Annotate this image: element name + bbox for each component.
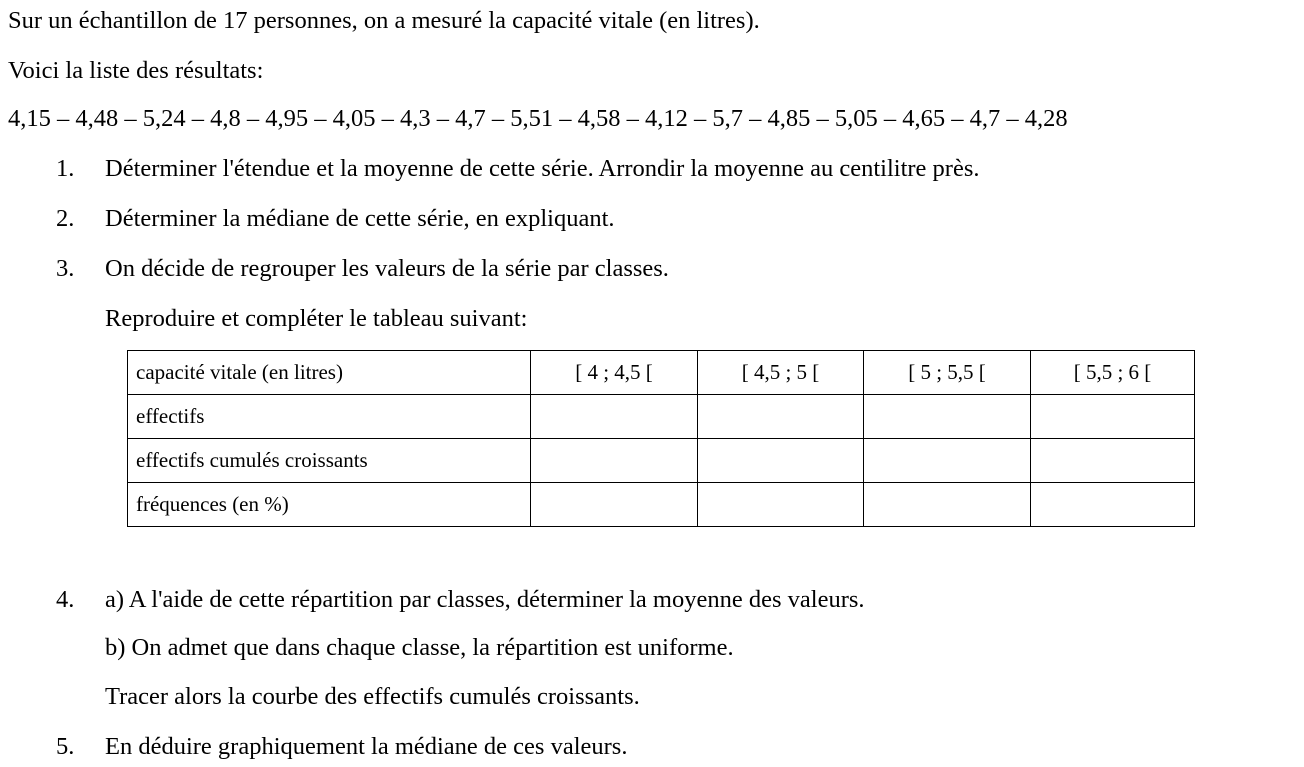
question-3-instruction: Reproduire et compléter le tableau suivant: bbox=[105, 305, 528, 332]
intro-line-1: Sur un échantillon de 17 personnes, on a mesuré la capacité vitale (en litres). bbox=[8, 7, 760, 34]
table-header-row bbox=[128, 351, 1195, 395]
table-row-label: fréquences (en %) bbox=[128, 483, 531, 527]
table-row bbox=[128, 483, 1195, 527]
question-5-text: En déduire graphiquement la médiane de ces valeurs. bbox=[105, 733, 628, 760]
table-header-cell: [ 4,5 ; 5 [ bbox=[698, 351, 864, 395]
table-cell bbox=[698, 395, 864, 439]
table-cell bbox=[864, 395, 1031, 439]
table-header-cell: [ 5 ; 5,5 [ bbox=[864, 351, 1031, 395]
table-row bbox=[128, 395, 1195, 439]
classes-table bbox=[127, 350, 1195, 527]
question-4-number: 4. bbox=[56, 586, 75, 613]
question-4a-text: a) A l'aide de cette répartition par classes, déterminer la moyenne des valeurs. bbox=[105, 586, 865, 613]
question-5-number: 5. bbox=[56, 733, 75, 760]
table-row bbox=[128, 439, 1195, 483]
table-row-label: effectifs cumulés croissants bbox=[128, 439, 531, 483]
table-cell bbox=[531, 395, 698, 439]
question-3-number: 3. bbox=[56, 255, 75, 282]
table-cell bbox=[698, 483, 864, 527]
table-cell bbox=[1031, 483, 1195, 527]
question-4b-instruction: Tracer alors la courbe des effectifs cumulés croissants. bbox=[105, 683, 640, 710]
table-header-cell: capacité vitale (en litres) bbox=[128, 351, 531, 395]
table-row-label: effectifs bbox=[128, 395, 531, 439]
question-3-text: On décide de regrouper les valeurs de la série par classes. bbox=[105, 255, 669, 282]
question-4b-text: b) On admet que dans chaque classe, la répartition est uniforme. bbox=[105, 634, 734, 661]
values-list: 4,15 – 4,48 – 5,24 – 4,8 – 4,95 – 4,05 – 4,3 – 4,7 – 5,51 – 4,58 – 4,12 – 5,7 – 4,85 – 5,05 – 4,65 – 4,7 – 4,28 bbox=[8, 105, 1068, 132]
question-2-text: Déterminer la médiane de cette série, en expliquant. bbox=[105, 205, 615, 232]
table-header-cell: [ 4 ; 4,5 [ bbox=[531, 351, 698, 395]
table-header-cell: [ 5,5 ; 6 [ bbox=[1031, 351, 1195, 395]
table-cell bbox=[531, 483, 698, 527]
table-cell bbox=[1031, 439, 1195, 483]
table-cell bbox=[1031, 395, 1195, 439]
intro-line-2: Voici la liste des résultats: bbox=[8, 57, 264, 84]
table-cell bbox=[864, 439, 1031, 483]
table-cell bbox=[698, 439, 864, 483]
question-1-text: Déterminer l'étendue et la moyenne de cette série. Arrondir la moyenne au centilitre près. bbox=[105, 155, 980, 182]
table-cell bbox=[531, 439, 698, 483]
question-1-number: 1. bbox=[56, 155, 75, 182]
question-2-number: 2. bbox=[56, 205, 75, 232]
table-cell bbox=[864, 483, 1031, 527]
